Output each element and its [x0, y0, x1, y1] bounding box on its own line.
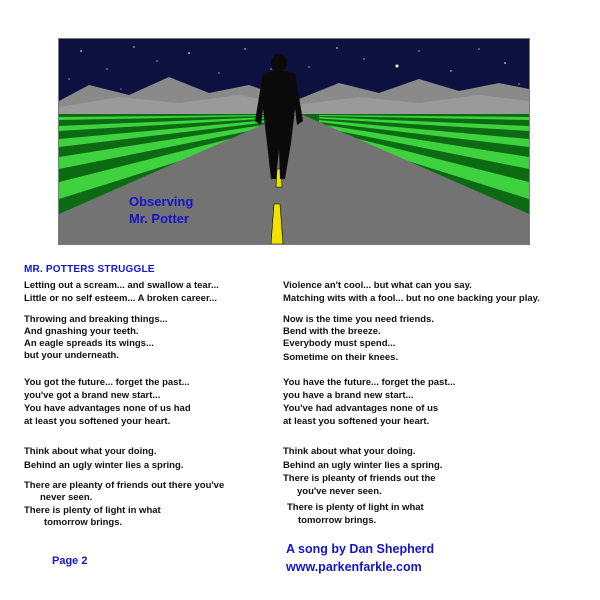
lyric-line: There are pleanty of friends out there you've	[24, 480, 225, 491]
lyric-line: There is plenty of light in what	[287, 502, 424, 513]
lyric-line: Now is the time you need friends.	[283, 314, 434, 325]
lyric-line: tomorrow brings.	[44, 517, 123, 528]
lyric-line: Everybody must spend...	[283, 338, 396, 349]
lyric-line: There is pleanty of friends out the	[283, 473, 436, 484]
lyric-line: You got the future... forget the past...	[24, 377, 190, 388]
credit-website: www.parkenfarkle.com	[286, 560, 422, 574]
lyric-line: you have a brand new start...	[283, 390, 414, 401]
credit-author: A song by Dan Shepherd	[286, 542, 435, 556]
lyric-line: Violence an't cool... but what can you say.	[283, 280, 472, 291]
lyric-line: You have advantages none of us had	[24, 403, 191, 414]
lyric-line: Matching wits with a fool... but no one backing your play.	[283, 293, 540, 304]
lyric-line: but your underneath.	[24, 350, 119, 361]
song-credit	[286, 540, 434, 576]
lyric-line: at least you softened your heart.	[283, 416, 430, 427]
lyric-line: Behind an ugly winter lies a spring.	[283, 460, 443, 471]
lyric-line: An eagle spreads its wings...	[24, 338, 154, 349]
lyric-line: You've had advantages none of us	[283, 403, 439, 414]
lyric-line: you've never seen.	[297, 486, 382, 497]
lyric-line: Bend with the breeze.	[283, 326, 381, 337]
lyric-line: Throwing and breaking things...	[24, 314, 168, 325]
song-title: MR. POTTERS STRUGGLE	[24, 264, 155, 275]
lyric-line: at least you softened your heart.	[24, 416, 171, 427]
illustration-road-scene	[58, 38, 530, 245]
lyric-line: Behind an ugly winter lies a spring.	[24, 460, 184, 471]
lyric-line: Think about what your doing.	[283, 446, 416, 457]
caption-line-2: Mr. Potter	[129, 211, 189, 226]
lyric-line: Think about what your doing.	[24, 446, 157, 457]
lyric-line: There is plenty of light in what	[24, 505, 161, 516]
lyric-line: And gnashing your teeth.	[24, 326, 139, 337]
lyric-line: Sometime on their knees.	[283, 352, 399, 363]
lyric-line: you've got a brand new start...	[24, 390, 161, 401]
lyric-line: Letting out a scream... and swallow a tear...	[24, 280, 219, 291]
caption-line-1: Observing	[129, 194, 194, 209]
scene-caption	[129, 193, 193, 227]
lyric-line: tomorrow brings.	[298, 515, 377, 526]
lyric-line: Little or no self esteem... A broken career...	[24, 293, 218, 304]
lyric-line: never seen.	[40, 492, 93, 503]
page-number: Page 2	[52, 555, 88, 567]
lyric-line: You have the future... forget the past...	[283, 377, 456, 388]
